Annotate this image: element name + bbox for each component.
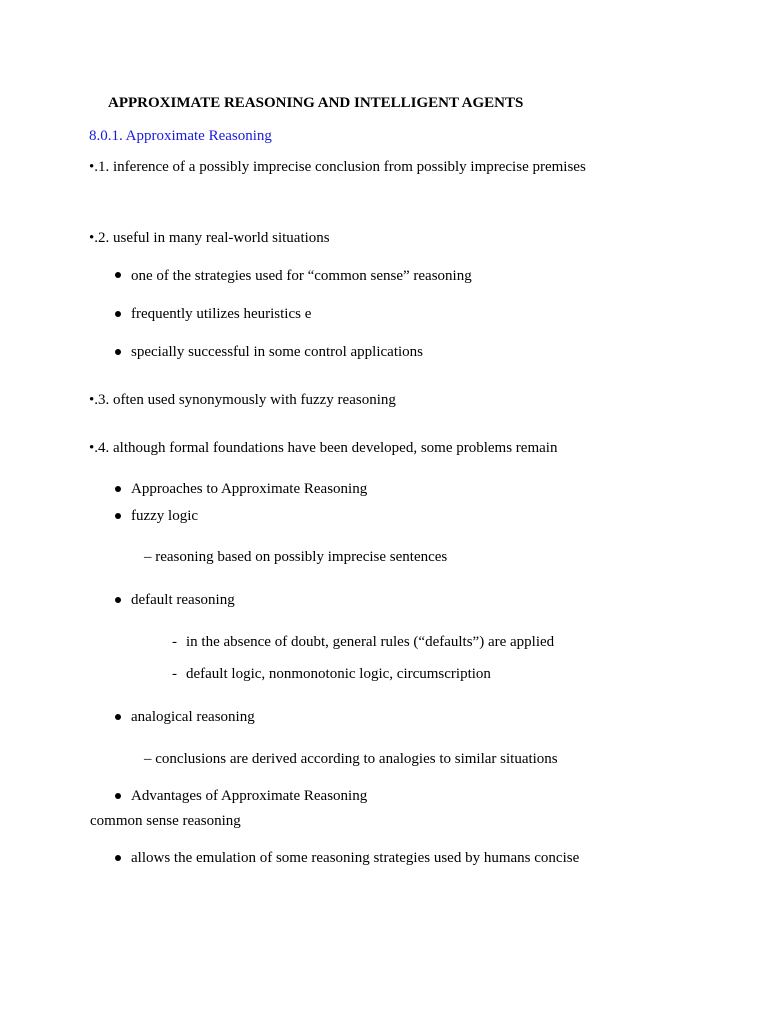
bullet-dot-icon bbox=[115, 793, 121, 799]
default-reasoning-sub-item: default logic, nonmonotonic logic, circumscription bbox=[186, 666, 491, 682]
list-item: frequently utilizes heuristics e bbox=[131, 306, 312, 322]
bullet-dot-icon bbox=[115, 272, 121, 278]
dash-marker: - bbox=[172, 634, 177, 650]
common-sense-line: common sense reasoning bbox=[90, 813, 241, 829]
point-2: •.2. useful in many real-world situations bbox=[89, 230, 330, 246]
list-item: allows the emulation of some reasoning strategies used by humans concise bbox=[131, 850, 580, 866]
list-item-default-reasoning: default reasoning bbox=[131, 592, 235, 608]
analogical-reasoning-description: – conclusions are derived according to analogies to similar situations bbox=[144, 751, 558, 767]
dash-marker: - bbox=[172, 666, 177, 682]
point-1: •.1. inference of a possibly imprecise conclusion from possibly imprecise premises bbox=[89, 159, 586, 175]
point-4: •.4. although formal foundations have been developed, some problems remain bbox=[89, 440, 558, 456]
bullet-dot-icon bbox=[115, 513, 121, 519]
list-item-analogical-reasoning: analogical reasoning bbox=[131, 709, 255, 725]
list-item-fuzzy-logic: fuzzy logic bbox=[131, 508, 199, 524]
list-item: one of the strategies used for “common sense” reasoning bbox=[131, 268, 472, 284]
advantages-heading: Advantages of Approximate Reasoning bbox=[131, 788, 368, 804]
list-item: specially successful in some control applications bbox=[131, 344, 424, 360]
section-heading: 8.0.1. Approximate Reasoning bbox=[89, 128, 272, 144]
bullet-dot-icon bbox=[115, 311, 121, 317]
bullet-dot-icon bbox=[115, 855, 121, 861]
bullet-dot-icon bbox=[115, 486, 121, 492]
fuzzy-logic-description: – reasoning based on possibly imprecise sentences bbox=[144, 549, 448, 565]
point-3: •.3. often used synonymously with fuzzy reasoning bbox=[89, 392, 396, 408]
document-title: APPROXIMATE REASONING AND INTELLIGENT AGENTS bbox=[108, 95, 524, 111]
bullet-dot-icon bbox=[115, 349, 121, 355]
bullet-dot-icon bbox=[115, 597, 121, 603]
bullet-dot-icon bbox=[115, 714, 121, 720]
approaches-heading: Approaches to Approximate Reasoning bbox=[131, 481, 368, 497]
default-reasoning-sub-item: in the absence of doubt, general rules (“defaults”) are applied bbox=[186, 634, 555, 650]
